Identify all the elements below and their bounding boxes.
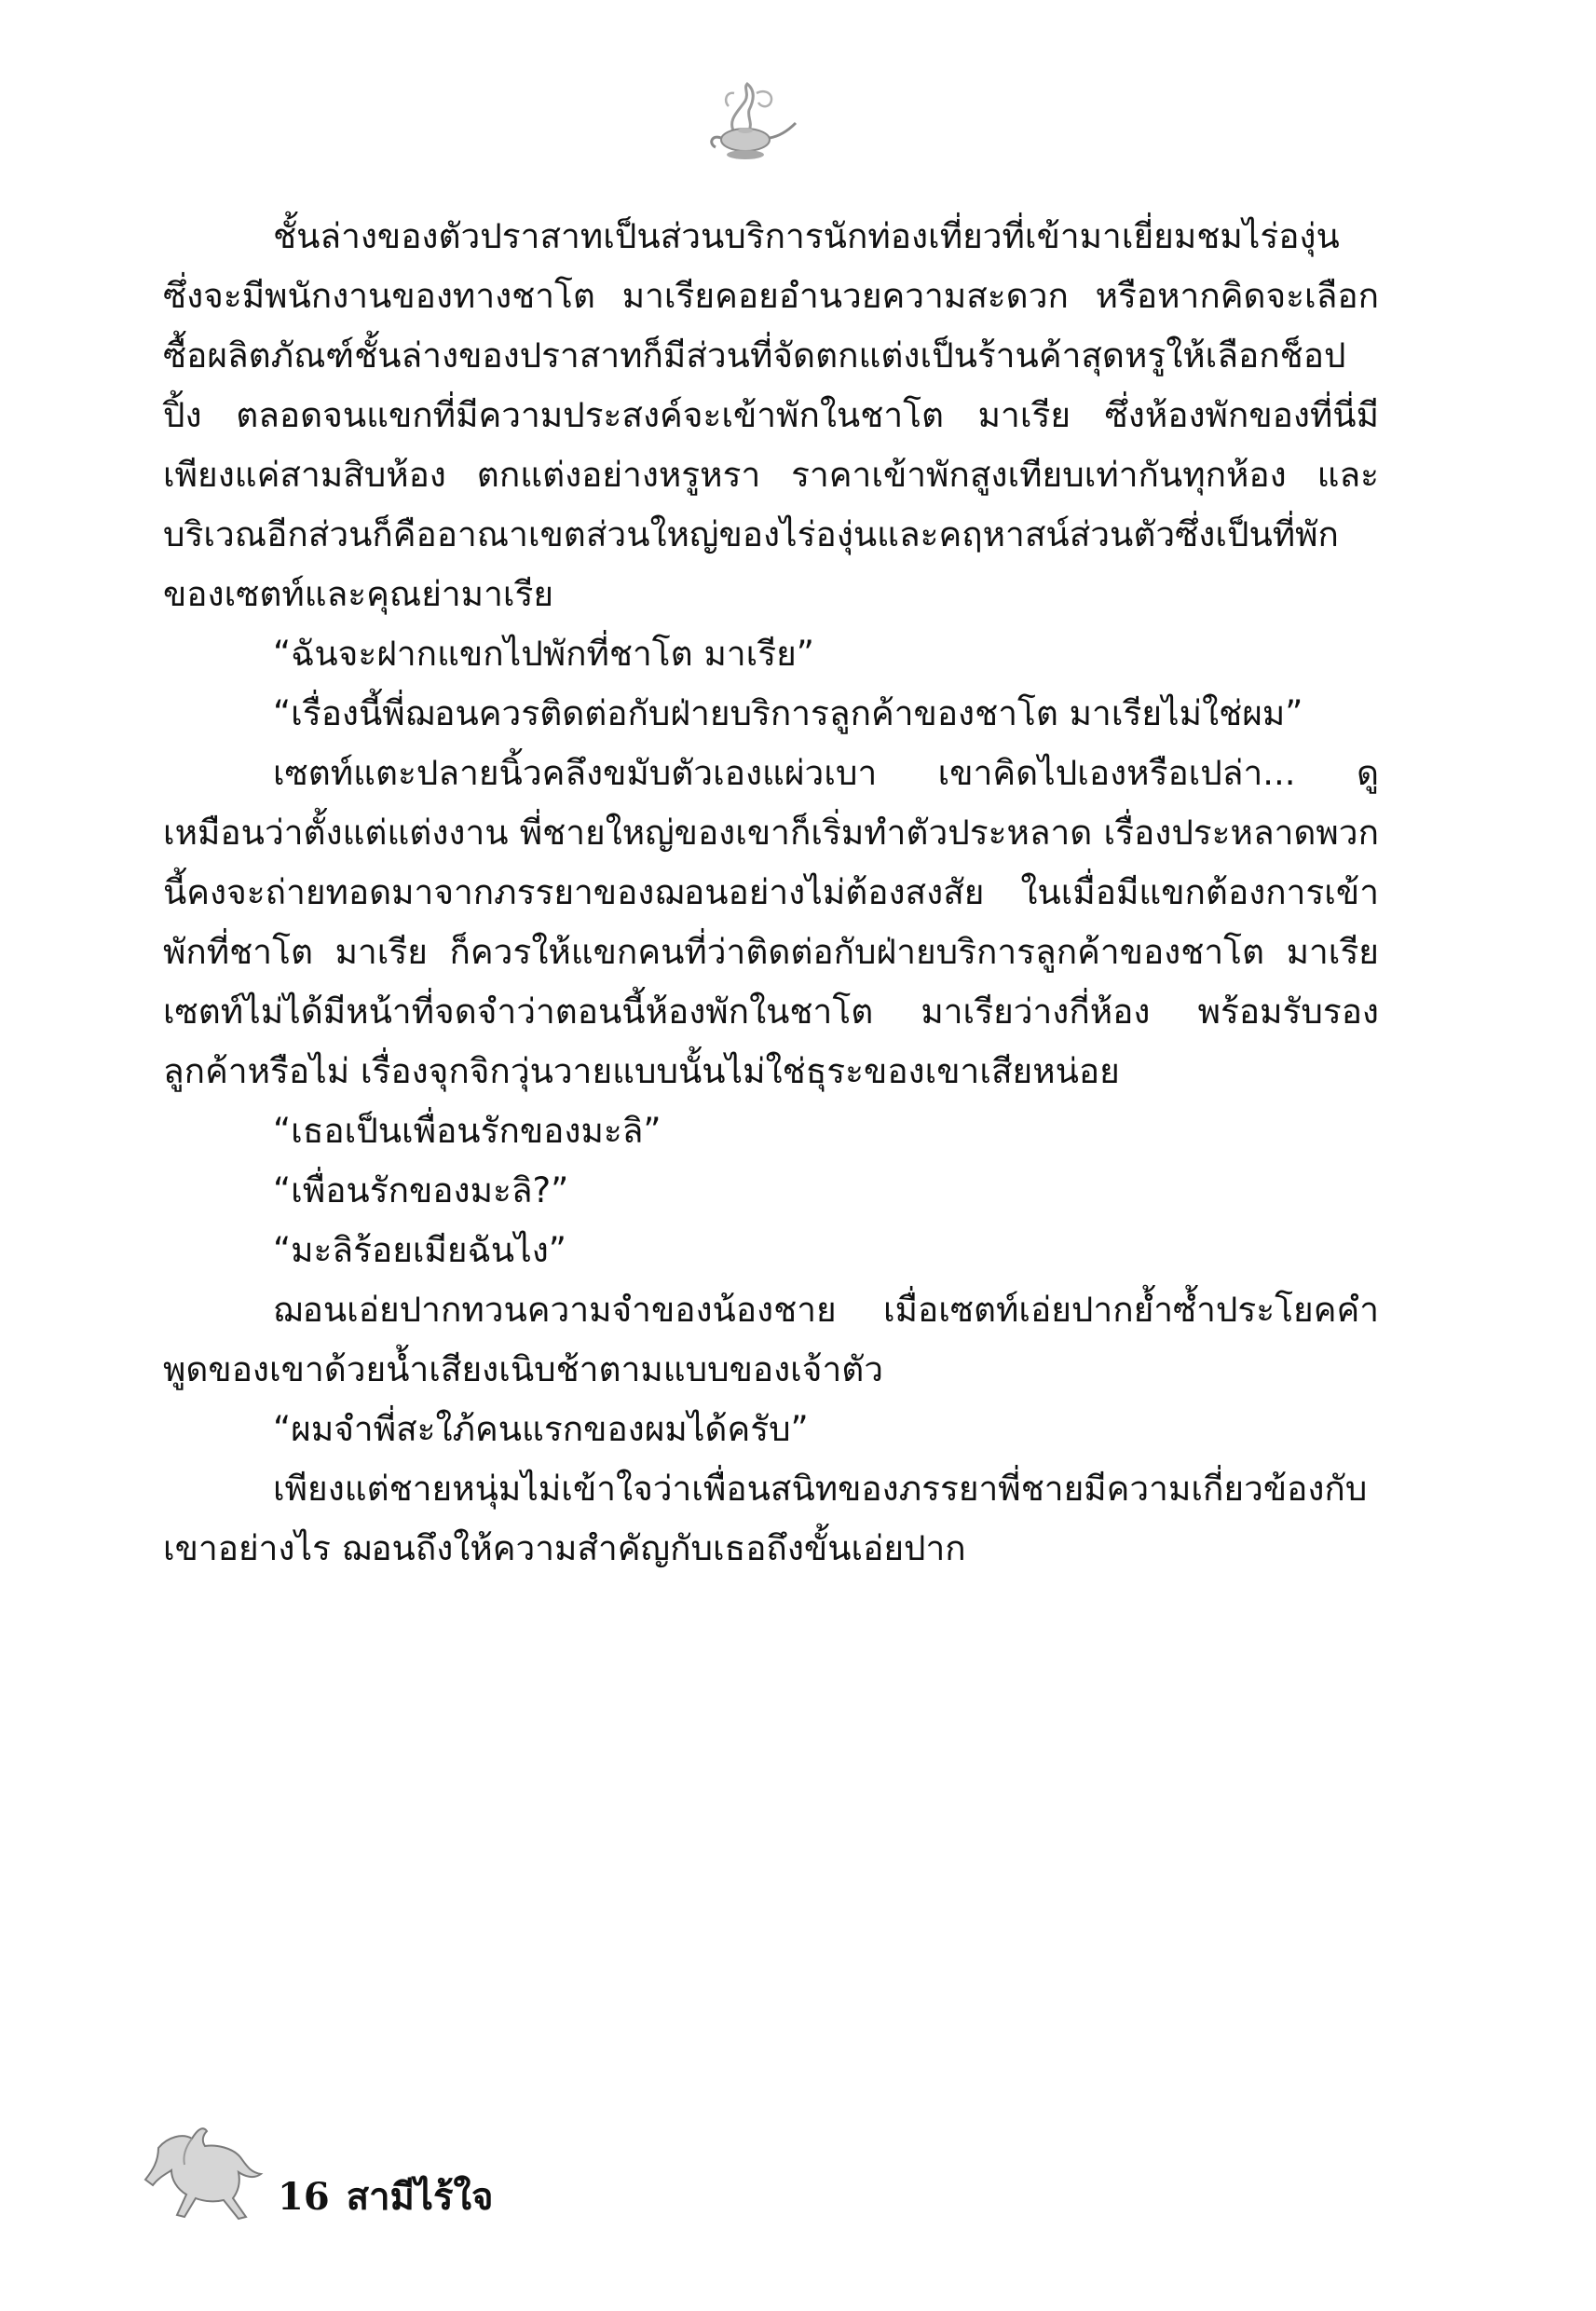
genie-lamp-icon [691, 82, 801, 162]
dialogue-line: “เรื่องนี้พี่ฌอนควรติดต่อกับฝ่ายบริการลูกค้าของชาโต มาเรียไม่ใช่ผม” [273, 693, 1303, 733]
dialogue-line: “เพื่อนรักของมะลิ?” [273, 1170, 569, 1210]
page-number: 16 [278, 2175, 330, 2219]
horse-icon [130, 2120, 270, 2232]
paragraph: เซตท์แตะปลายนิ้วคลึงขมับตัวเองแผ่วเบา เขาคิดไปเองหรือเปล่า... ดูเหมือนว่าตั้งแต่แต่งงาน พี่ชายใหญ่ของเขาก็เริ่มทำตัวประหลาด เรื่องประหลาดพวกนี้คงจะถ่ายทอดมาจากภรรยาของฌอนอย่างไม่ต้องสงสัย ในเมื่อมีแขกต้องการเข้าพักที่ชาโต มาเรีย ก็ควรให้แขกคนที่ว่าติดต่อกับฝ่ายบริการลูกค้าของชาโต มาเรีย เซตท์ไม่ได้มีหน้าที่จดจำว่าตอนนี้ห้องพักในชาโต มาเรียว่างกี่ห้อง พร้อมรับรองลูกค้าหรือไม่ เรื่องจุกจิกวุ่นวายแบบนั้นไม่ใช่ธุระของเขาเสียหน่อย [163, 753, 1379, 1091]
paragraph: ชั้นล่างของตัวปราสาทเป็นส่วนบริการนักท่องเที่ยวที่เข้ามาเยี่ยมชมไร่องุ่น ซึ่งจะมีพนักงานของทางชาโต มาเรียคอยอำนวยความสะดวก หรือหากคิดจะเลือกซื้อผลิตภัณฑ์ชั้นล่างของปราสาทก็มีส่วนที่จัดตกแต่งเป็นร้านค้าสุดหรูให้เลือกช็อปปิ้ง ตลอดจนแขกที่มีความประสงค์จะเข้าพักในชาโต มาเรีย ซึ่งห้องพักของที่นี่มีเพียงแค่สามสิบห้อง ตกแต่งอย่างหรูหรา ราคาเข้าพักสูงเทียบเท่ากันทุกห้อง และบริเวณอีกส่วนก็คืออาณาเขตส่วนใหญ่ของไร่องุ่นและคฤหาสน์ส่วนตัวซึ่งเป็นที่พักของเซตท์และคุณย่ามาเรีย [163, 216, 1379, 614]
page-footer [130, 2120, 689, 2250]
dialogue-line: “มะลิร้อยเมียฉันไง” [273, 1230, 566, 1270]
dialogue-line: “ผมจำพี่สะใภ้คนแรกของผมได้ครับ” [273, 1409, 809, 1449]
dialogue-line: “ฉันจะฝากแขกไปพักที่ชาโต มาเรีย” [273, 634, 814, 674]
body-text [163, 207, 1379, 1579]
paragraph: ฌอนเอ่ยปากทวนความจำของน้องชาย เมื่อเซตท์เอ่ยปากย้ำซ้ำประโยคคำพูดของเขาด้วยน้ำเสียงเนิบช้าตามแบบของเจ้าตัว [163, 1290, 1379, 1389]
paragraph: เพียงแต่ชายหนุ่มไม่เข้าใจว่าเพื่อนสนิทของภรรยาพี่ชายมีความเกี่ยวข้องกับเขาอย่างไร ฌอนถึงให้ความสำคัญกับเธอถึงขั้นเอ่ยปาก [163, 1469, 1368, 1568]
book-title: สามีไร้ใจ [346, 2175, 494, 2219]
dialogue-line: “เธอเป็นเพื่อนรักของมะลิ” [273, 1111, 662, 1151]
folio [278, 2167, 510, 2226]
